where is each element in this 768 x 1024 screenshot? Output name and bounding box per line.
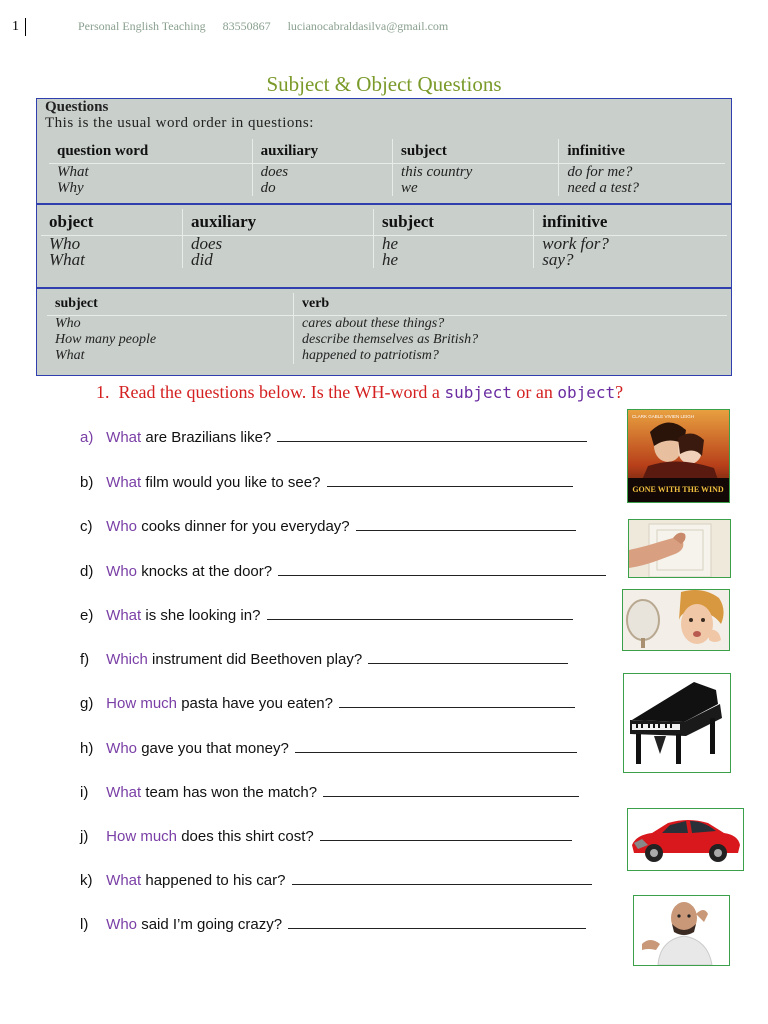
table-cell [183, 236, 374, 269]
cell-text: How many people [55, 332, 157, 347]
question-item [80, 518, 576, 535]
table-cell [374, 236, 534, 269]
table-cell [559, 164, 725, 197]
question-text: is she looking in? [145, 607, 261, 624]
cell-text: What [49, 250, 85, 269]
answer-line[interactable] [368, 651, 568, 664]
question-item [80, 784, 579, 801]
question-letter: i) [80, 784, 89, 801]
wh-word: What [106, 784, 142, 801]
column-header: object [41, 209, 183, 236]
wh-word: Who [106, 740, 138, 757]
question-text: said I’m going crazy? [141, 916, 283, 933]
answer-line[interactable] [320, 828, 572, 841]
man-art [634, 896, 729, 965]
cell-text: we [401, 180, 418, 196]
answer-line[interactable] [339, 695, 575, 708]
header-info [78, 19, 462, 34]
question-item [80, 695, 575, 712]
instruction-text: ? [615, 382, 624, 402]
keyword-object: object [557, 383, 616, 402]
cell-text: describe themselves as British? [302, 332, 479, 347]
answer-line[interactable] [292, 872, 592, 885]
door-knock-art [629, 520, 730, 577]
table-cell [41, 236, 183, 269]
subject-question-table [47, 293, 727, 364]
table-cell [49, 164, 252, 197]
wh-word: What [106, 872, 142, 889]
question-item [80, 651, 568, 668]
table-cell [252, 164, 392, 197]
cell-text: he [382, 250, 399, 269]
knocking-door-image [628, 519, 731, 578]
cell-text: does [260, 164, 289, 180]
cell-text: Who [49, 234, 81, 253]
cell-text: do [260, 180, 276, 196]
question-letter: j) [80, 828, 89, 845]
instruction-text: or an [516, 382, 553, 402]
cell-text: do for me? [567, 164, 633, 180]
question-item [80, 872, 592, 889]
question-text: pasta have you eaten? [181, 695, 333, 712]
woman-mirror-image [622, 589, 730, 651]
cell-text: did [191, 250, 213, 269]
grammar-box-object [36, 204, 732, 288]
column-header: question word [49, 139, 252, 164]
question-item [80, 429, 587, 446]
instruction-text: Read the questions below. Is the WH-word a [118, 382, 440, 402]
box-heading: Questions [45, 99, 109, 115]
question-item [80, 607, 573, 624]
wh-word: Who [106, 563, 138, 580]
table-row [49, 164, 725, 197]
wh-word: Which [106, 651, 148, 668]
man-listening-image [633, 895, 730, 966]
cell-text: need a test? [567, 180, 639, 196]
column-header: verb [294, 293, 728, 316]
question-letter: l) [80, 916, 89, 933]
cell-text: Who [55, 316, 81, 331]
page-header [12, 18, 752, 38]
question-item [80, 916, 586, 933]
column-header: auxiliary [183, 209, 374, 236]
wh-word: What [106, 474, 142, 491]
cell-text: does [191, 234, 223, 253]
column-header: subject [393, 139, 559, 164]
question-item [80, 740, 577, 757]
question-item [80, 828, 572, 845]
box-intro: This is the usual word order in questions: [45, 115, 314, 131]
answer-line[interactable] [356, 518, 576, 531]
page-title: Subject & Object Questions [266, 72, 502, 96]
answer-line[interactable] [278, 563, 606, 576]
table-cell [294, 316, 728, 365]
cell-text: he [382, 234, 399, 253]
question-text: knocks at the door? [141, 563, 273, 580]
piano-image [623, 673, 731, 773]
column-header: subject [374, 209, 534, 236]
instruction-number: 1. [96, 382, 110, 402]
object-question-table [41, 209, 727, 268]
answer-line[interactable] [295, 740, 577, 753]
header-email: lucianocabraldasilva@gmail.com [287, 19, 449, 33]
answer-line[interactable] [267, 607, 573, 620]
table-cell [393, 164, 559, 197]
movie-poster-image [627, 409, 730, 503]
cell-text: What [57, 164, 89, 180]
cell-text: cares about these things? [302, 316, 445, 331]
question-letter: h) [80, 740, 94, 757]
question-letter: c) [80, 518, 93, 535]
column-header: subject [47, 293, 294, 316]
question-text: cooks dinner for you everyday? [141, 518, 350, 535]
question-text: gave you that money? [141, 740, 289, 757]
table-row [47, 316, 727, 365]
crashed-car-image [627, 808, 744, 871]
wh-word: What [106, 429, 142, 446]
grammar-box-subject [36, 288, 732, 376]
question-text: team has won the match? [145, 784, 318, 801]
question-item [80, 563, 606, 580]
table-row [41, 236, 727, 269]
answer-line[interactable] [323, 784, 579, 797]
cell-text: say? [542, 250, 574, 269]
question-letter: d) [80, 563, 94, 580]
question-text: are Brazilians like? [145, 429, 272, 446]
cell-text: work for? [542, 234, 609, 253]
question-letter: f) [80, 651, 90, 668]
page-number: 1 [12, 18, 26, 36]
answer-line[interactable] [288, 916, 586, 929]
table-cell [534, 236, 727, 269]
wh-word: How much [106, 828, 178, 845]
cell-text: happened to patriotism? [302, 348, 439, 363]
wh-word: How much [106, 695, 178, 712]
question-letter: k) [80, 872, 93, 889]
question-letter: a) [80, 429, 94, 446]
poster-art [628, 410, 729, 502]
header-phone: 83550867 [222, 19, 271, 33]
column-header: auxiliary [252, 139, 392, 164]
question-text: happened to his car? [145, 872, 286, 889]
column-header: infinitive [534, 209, 727, 236]
cell-text: Why [57, 180, 84, 196]
question-letter: b) [80, 474, 94, 491]
wh-word: Who [106, 518, 138, 535]
question-text: instrument did Beethoven play? [152, 651, 363, 668]
poster-title: GONE WITH THE WIND [632, 485, 724, 494]
cell-text: What [55, 348, 85, 363]
cell-text: this country [401, 164, 473, 180]
grand-piano-art [624, 674, 730, 772]
grammar-box-questions [36, 98, 732, 204]
table-cell [47, 316, 294, 365]
poster-cast: CLARK GABLE VIVIEN LEIGH [632, 414, 695, 419]
question-text: does this shirt cost? [181, 828, 314, 845]
column-header: infinitive [559, 139, 725, 164]
exercise-instruction [96, 382, 623, 403]
question-letter: e) [80, 607, 94, 624]
question-letter: g) [80, 695, 94, 712]
answer-line[interactable] [327, 474, 573, 487]
header-org: Personal English Teaching [78, 19, 206, 33]
question-item [80, 474, 573, 491]
question-word-table [49, 139, 725, 196]
wh-word: Who [106, 916, 138, 933]
wh-word: What [106, 607, 142, 624]
mirror-art [623, 590, 729, 650]
keyword-subject: subject [444, 383, 512, 402]
answer-line[interactable] [277, 429, 587, 442]
red-car-art [628, 809, 743, 870]
question-text: film would you like to see? [145, 474, 321, 491]
